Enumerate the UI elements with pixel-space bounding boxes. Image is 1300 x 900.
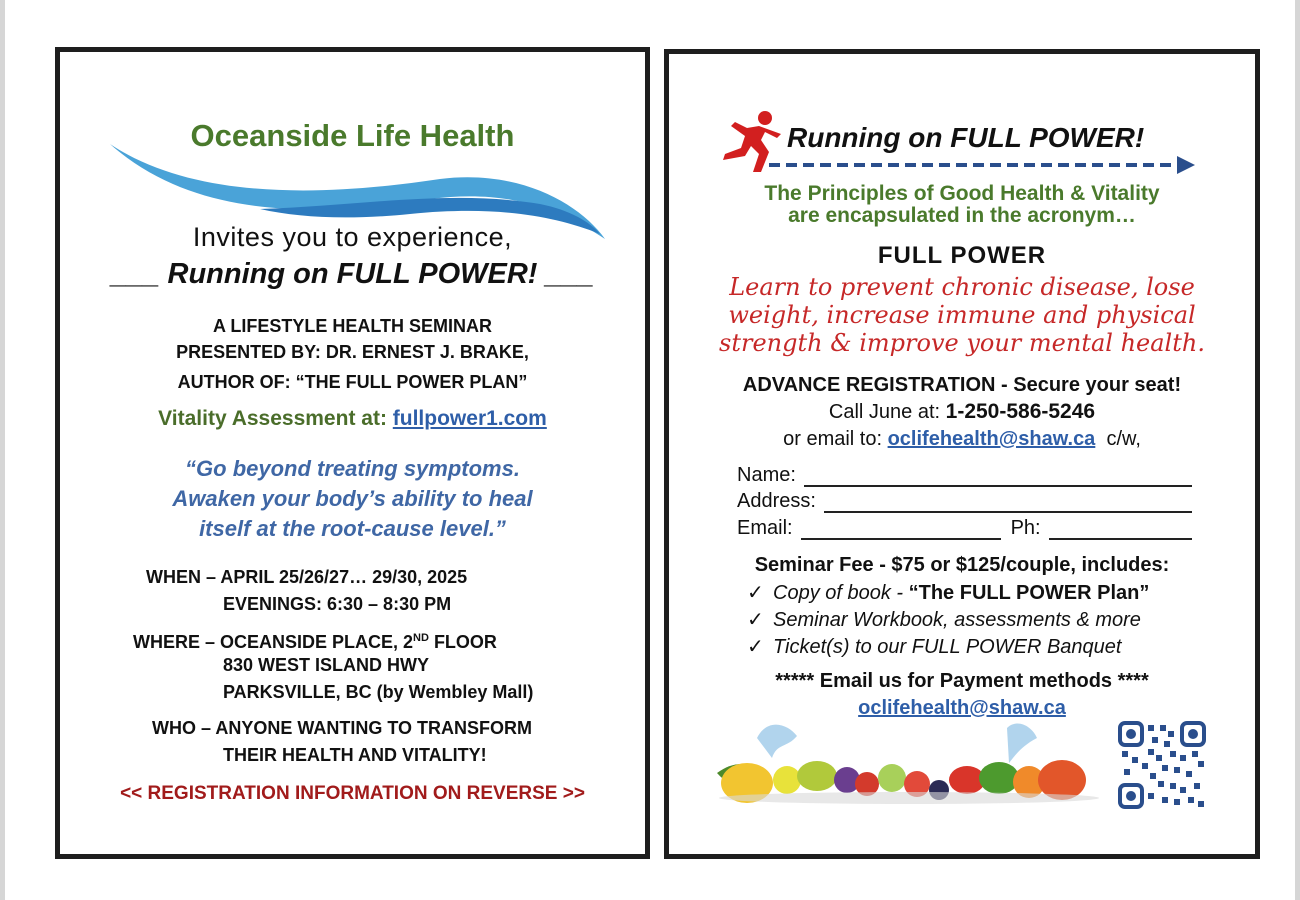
vitality-link[interactable]: fullpower1.com (392, 407, 547, 430)
payment-methods: ***** Email us for Payment methods **** (775, 670, 1149, 692)
email-phone-fields[interactable] (737, 517, 1192, 540)
include-3-text: Ticket(s) to our FULL POWER Banquet (773, 636, 1122, 658)
name-blank[interactable] (804, 471, 1192, 487)
learn-text (669, 273, 1255, 357)
principles-line-2: are encapsulated in the acronym… (788, 204, 1136, 227)
quote (60, 454, 645, 544)
learn-line-1: Learn to prevent chronic disease, lose (729, 273, 1195, 301)
flyer-back (664, 49, 1260, 859)
vitality-label: Vitality Assessment at: (158, 407, 393, 430)
check-icon: ✓ (747, 636, 764, 658)
acronym-heading: FULL POWER (877, 242, 1047, 269)
address-label: Address: (737, 490, 816, 512)
payment-email (669, 697, 1255, 720)
who-line-2: THEIR HEALTH AND VITALITY! (223, 745, 487, 765)
phone-number[interactable]: 1-250-586-5246 (945, 400, 1096, 423)
when-line-1: WHEN – APRIL 25/26/27… 29/30, 2025 (146, 567, 468, 587)
seminar-title: ___ Running on FULL POWER! ___ (111, 258, 594, 290)
email-blank[interactable] (801, 524, 1001, 540)
learn-line-2: weight, increase immune and physical (728, 301, 1196, 329)
check-icon: ✓ (747, 582, 764, 604)
brand-title: Oceanside Life Health (190, 118, 515, 153)
dashed-arrow (769, 154, 1199, 176)
include-item-3 (747, 634, 1121, 659)
include-2-text: Seminar Workbook, assessments & more (773, 609, 1141, 631)
where-suffix: FLOOR (428, 632, 497, 652)
qr-code[interactable] (1118, 721, 1206, 809)
email-field-label: Email: (737, 517, 793, 539)
where-line-3: PARKSVILLE, BC (by Wembley Mall) (223, 682, 534, 702)
include-item-2 (747, 607, 1141, 632)
name-field[interactable] (737, 464, 1192, 487)
email-line (669, 428, 1255, 451)
back-title: Running on FULL POWER! (787, 122, 1145, 153)
name-label: Name: (737, 464, 796, 486)
seminar-fee: Seminar Fee - $75 or $125/couple, includes: (754, 554, 1170, 576)
fruit-splash-image (717, 718, 1102, 806)
quote-line-1: “Go beyond treating symptoms. (185, 456, 520, 481)
page-edge-right (1295, 0, 1300, 900)
where-sup: ND (413, 632, 429, 644)
call-line (669, 400, 1255, 424)
registration-note: << REGISTRATION INFORMATION ON REVERSE >> (120, 783, 585, 804)
quote-line-2: Awaken your body’s ability to heal (172, 486, 533, 511)
who-line-1: WHO – ANYONE WANTING TO TRANSFORM (152, 718, 532, 738)
page-edge-left (0, 0, 5, 900)
learn-line-3: strength & improve your mental health. (719, 329, 1205, 357)
address-blank[interactable] (824, 497, 1192, 513)
seminar-line-1: A LIFESTYLE HEALTH SEMINAR (213, 316, 492, 336)
phone-field-label: Ph: (1010, 517, 1041, 539)
principles (669, 183, 1255, 227)
advance-registration: ADVANCE REGISTRATION - Secure your seat! (742, 374, 1182, 396)
call-label: Call June at: (828, 401, 946, 423)
principles-line-1: The Principles of Good Health & Vitality (764, 182, 1160, 205)
seminar-line-3: AUTHOR OF: “THE FULL POWER PLAN” (177, 372, 528, 392)
when-line-2: EVENINGS: 6:30 – 8:30 PM (223, 594, 452, 614)
where-line-2: 830 WEST ISLAND HWY (223, 655, 430, 675)
email-suffix: c/w, (1106, 428, 1141, 450)
invite-text: Invites you to experience, (192, 222, 513, 252)
payment-email-link[interactable]: oclifehealth@shaw.ca (858, 697, 1066, 719)
where-prefix: WHERE – OCEANSIDE PLACE, 2 (133, 632, 414, 652)
vitality-assessment (60, 407, 645, 431)
seminar-line-2: PRESENTED BY: DR. ERNEST J. BRAKE, (176, 342, 529, 362)
flyer-front (55, 47, 650, 859)
email-label: or email to: (783, 428, 888, 450)
address-field[interactable] (737, 490, 1192, 513)
include-1-text: Copy of book - (773, 582, 909, 604)
include-item-1 (747, 580, 1149, 605)
phone-blank[interactable] (1049, 524, 1192, 540)
include-1-book: “The FULL POWER Plan” (908, 582, 1150, 604)
quote-line-3: itself at the root-cause level.” (199, 516, 506, 541)
check-icon: ✓ (747, 609, 764, 631)
email-link[interactable]: oclifehealth@shaw.ca (887, 428, 1096, 450)
